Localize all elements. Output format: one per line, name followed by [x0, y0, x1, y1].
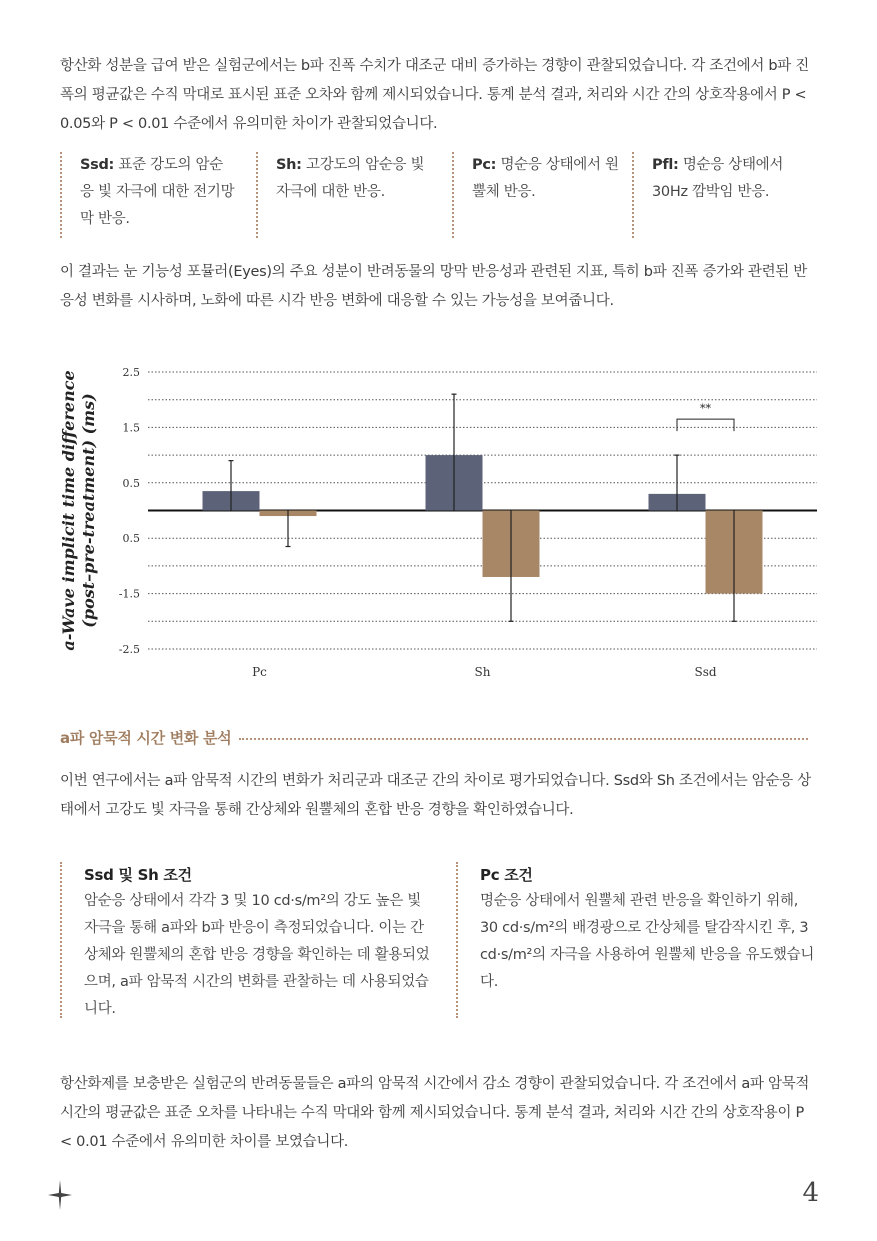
definition-desc: 명순응 상태에서 30Hz 깜박임 반응. [652, 157, 784, 200]
definition-desc: 명순응 상태에서 원뿔체 반응. [472, 157, 619, 200]
condition-box-pc [456, 862, 816, 1018]
bar-chart [40, 352, 830, 692]
condition-title: Pc 조건 [480, 866, 533, 884]
y-tick-label: 0.5 [122, 476, 140, 490]
section-divider [239, 738, 808, 740]
y-tick-label: -2.5 [118, 643, 140, 656]
definition-pfl [632, 152, 812, 238]
y-tick-label: 1.5 [122, 421, 140, 435]
page-number: 4 [802, 1178, 819, 1208]
y-axis-label: a-Wave implicit time difference [59, 370, 78, 651]
definition-pc [452, 152, 622, 238]
result-paragraph: 이 결과는 눈 기능성 포뮬러(Eyes)의 주요 성분이 반려동물의 망막 반응성과 관련된 지표, 특히 b파 진폭 증가와 관련된 반응성 변화를 시사하며, 노화에 따른 시각 반응 변화에 대응할 수 있는 가능성을 보여줍니다. [60, 264, 808, 309]
condition-title: Ssd 및 Sh 조건 [84, 866, 192, 884]
x-tick-label: Pc [252, 665, 267, 679]
definition-term: Sh: [276, 157, 302, 173]
section-title: a파 암묵적 시간 변화 분석 [60, 728, 232, 747]
condition-box-ssd-sh [60, 862, 430, 1018]
definition-term: Pc: [472, 157, 497, 173]
significance-bracket [677, 419, 734, 431]
definition-sh [256, 152, 436, 238]
definition-desc: 표준 강도의 암순응 빛 자극에 대한 전기망막 반응. [80, 157, 235, 227]
y-axis-label-units: (post–pre-treatment) (ms) [79, 393, 98, 628]
condition-body: 암순응 상태에서 각각 3 및 10 cd·s/m²의 강도 높은 빛 자극을 통해 a파와 b파 반응이 측정되었습니다. 이는 간상체와 원뿔체의 혼합 반응 경향을 확인하는 데 활용되었으며, a파 암묵적 시간의 변화를 관찰하는 데 사용되었습니다. [84, 893, 430, 1017]
y-tick-label: -1.5 [118, 587, 140, 601]
significance-label: ** [700, 402, 711, 416]
definition-ssd [60, 152, 235, 238]
closing-paragraph: 항산화제를 보충받은 실험군의 반려동물들은 a파의 암묵적 시간에서 감소 경향이 관찰되었습니다. 각 조건에서 a파 암묵적 시간의 평균값은 표준 오차를 나타내는 수직 막대와 함께 제시되었습니다. 통계 분석 결과, 처리와 시간 간의 상호작용이 P < 0.01 수준에서 유의미한 차이를 보였습니다. [60, 1076, 810, 1150]
y-tick-label: 2.5 [122, 366, 140, 379]
definitions-row [60, 152, 820, 242]
definition-term: Pfl: [652, 157, 679, 173]
definition-term: Ssd: [80, 157, 115, 173]
condition-body: 명순응 상태에서 원뿔체 관련 반응을 확인하기 위해, 30 cd·s/m²의 배경광으로 간상체를 탈감작시킨 후, 3 cd·s/m²의 자극을 사용하여 원뿔체 반응을 유도했습니다. [480, 893, 815, 990]
sparkle-icon [48, 1180, 72, 1210]
x-tick-label: Ssd [694, 665, 717, 679]
section-header [60, 722, 808, 752]
y-tick-label: 0.5 [122, 532, 140, 546]
section-paragraph: 이번 연구에서는 a파 암묵적 시간의 변화가 처리군과 대조군 간의 차이로 평가되었습니다. Ssd와 Sh 조건에서는 암순응 상태에서 고강도 빛 자극을 통해 간상체와 원뿔체의 혼합 반응 경향을 확인하였습니다. [60, 773, 811, 818]
definition-desc: 고강도의 암순응 빛 자극에 대한 반응. [276, 157, 425, 200]
x-tick-label: Sh [474, 665, 491, 679]
intro-paragraph: 항산화 성분을 급여 받은 실험군에서는 b파 진폭 수치가 대조군 대비 증가하는 경향이 관찰되었습니다. 각 조건에서 b파 진폭의 평균값은 수직 막대로 표시된 표준 오차와 함께 제시되었습니다. 통계 분석 결과, 처리와 시간 간의 상호작용에서 P < 0.05와 P < 0.01 수준에서 유의미한 차이가 관찰되었습니다. [60, 58, 809, 132]
